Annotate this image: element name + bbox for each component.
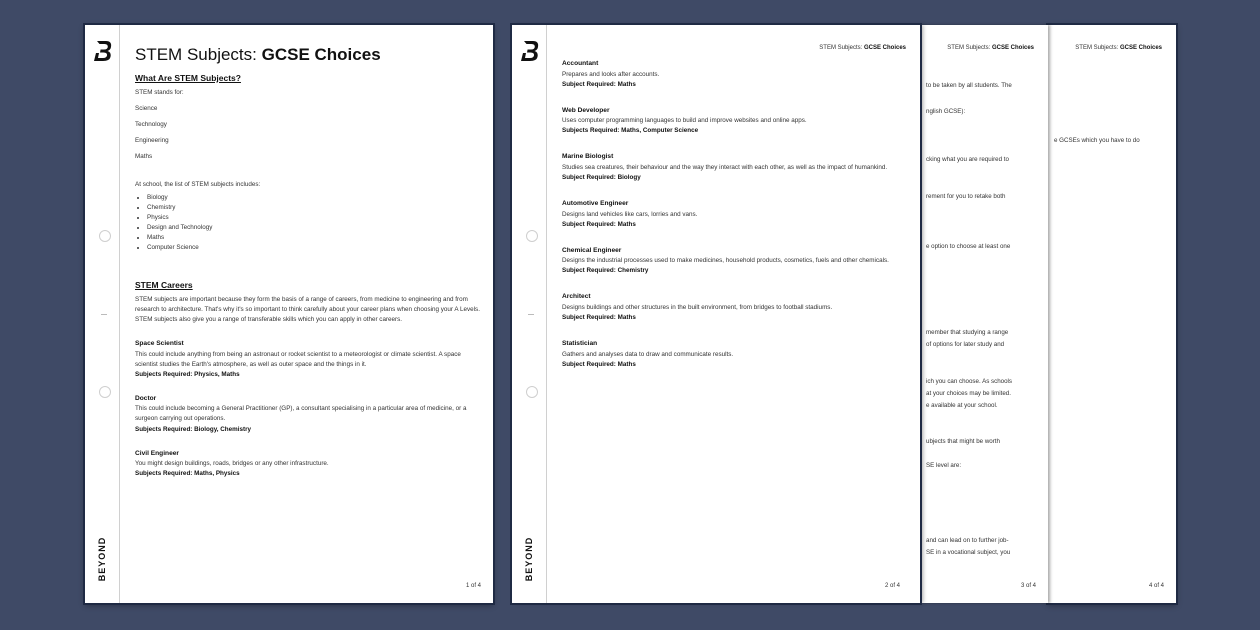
text-fragment: member that studying a range bbox=[926, 329, 1009, 336]
text-fragment: SE level are: bbox=[926, 462, 962, 469]
subjects-required: Subjects Required: Maths, Physics bbox=[135, 470, 240, 478]
text-fragment: cking what you are required to bbox=[926, 156, 1009, 163]
career-title: Web Developer bbox=[562, 106, 610, 114]
document-page-4 bbox=[1048, 25, 1176, 603]
text-fragment: e GCSEs which you have to do bbox=[1054, 137, 1140, 144]
career-title: Space Scientist bbox=[135, 340, 184, 348]
text-fragment: of options for later study and bbox=[926, 341, 1005, 348]
career-title: Doctor bbox=[135, 394, 157, 402]
page-title: STEM Subjects: GCSE Choices bbox=[135, 45, 381, 64]
list-item: • Design and Technology bbox=[147, 223, 481, 233]
beyond-logo-icon bbox=[93, 39, 113, 63]
paragraph: At school, the list of STEM subjects includes: bbox=[135, 180, 261, 188]
career-title: Architect bbox=[562, 293, 591, 301]
paragraph: STEM subjects are important because they form the basis of a range of careers, from medicine to engineering and from research to architecture. That's why it's so important to think carefully about your career plans when choosing your A Levels. STEM subjects also give you a range of transferable skills which you can apply in other careers. bbox=[135, 295, 480, 324]
page-header: STEM Subjects: GCSE Choices bbox=[947, 45, 1034, 51]
text-fragment: SE in a vocational subject, you bbox=[926, 549, 1011, 556]
subjects-required: Subject Required: Maths bbox=[562, 80, 636, 88]
text-fragment: rement for you to retake both bbox=[926, 193, 1006, 200]
text-fragment: and can lead on to further job- bbox=[926, 537, 1009, 544]
page1-content bbox=[135, 72, 481, 479]
career-title: Chemical Engineer bbox=[562, 246, 622, 254]
punch-hole bbox=[99, 386, 111, 398]
career-description: This could include becoming a General Practitioner (GP), a consultant specialising in a particular area of medicine, or a surgeon carrying out operations. bbox=[135, 405, 467, 423]
punch-hole bbox=[99, 230, 111, 242]
career-description: Designs land vehicles like cars, lorries and vans. bbox=[562, 210, 698, 218]
subjects-required: Subjects Required: Maths, Computer Science bbox=[562, 127, 699, 135]
career-description: Designs the industrial processes used to make medicines, household products, cosmetics, fuels and other chemicals. bbox=[562, 257, 889, 265]
career-description: You might design buildings, roads, bridges or any other infrastructure. bbox=[135, 460, 329, 468]
text-fragment: to be taken by all students. The bbox=[926, 82, 1012, 89]
stem-word: Technology bbox=[135, 120, 167, 128]
text-fragment: e available at your school. bbox=[926, 402, 998, 409]
fold-mark bbox=[101, 314, 107, 315]
career-title: Accountant bbox=[562, 60, 599, 67]
page-header: STEM Subjects: GCSE Choices bbox=[1075, 45, 1162, 51]
page-number: 2 of 4 bbox=[884, 583, 900, 589]
list-item: • Physics bbox=[147, 213, 481, 223]
subjects-required: Subject Required: Maths bbox=[562, 220, 636, 228]
list-item: • Chemistry bbox=[147, 203, 481, 213]
brand-label: BEYOND bbox=[524, 536, 534, 582]
list-item: • Biology bbox=[147, 193, 481, 203]
subject-list bbox=[135, 193, 481, 253]
stem-word: Maths bbox=[135, 152, 153, 160]
career-title: Automotive Engineer bbox=[562, 200, 629, 208]
career-description: Designs buildings and other structures in the built environment, from bridges to football stadiums. bbox=[562, 303, 833, 311]
document-page-1 bbox=[85, 25, 493, 603]
text-fragment: nglish GCSE): bbox=[926, 108, 966, 115]
career-description: Uses computer programming languages to build and improve websites and online apps. bbox=[562, 117, 807, 125]
subjects-required: Subject Required: Biology bbox=[562, 173, 641, 181]
document-page-2 bbox=[512, 25, 920, 603]
section-heading: STEM Careers bbox=[135, 280, 193, 291]
punch-hole bbox=[526, 230, 538, 242]
subjects-required: Subject Required: Maths bbox=[562, 313, 636, 321]
beyond-logo-icon bbox=[520, 39, 540, 63]
subjects-required: Subject Required: Chemistry bbox=[562, 267, 649, 275]
page-header: STEM Subjects: GCSE Choices bbox=[819, 45, 906, 51]
text-fragment: at your choices may be limited. bbox=[926, 390, 1011, 397]
career-description: This could include anything from being an astronaut or rocket scientist to a meteorologist or climate scientist. A space scientist studies the Earth's atmosphere, as well as outer space and the things in it. bbox=[135, 350, 461, 368]
career-description: Studies sea creatures, their behaviour and the way they interact with each other, as well as the impact of humankind. bbox=[562, 163, 888, 171]
page2-content bbox=[562, 59, 900, 370]
document-page-3 bbox=[920, 25, 1048, 603]
list-item: • Maths bbox=[147, 233, 481, 243]
career-description: Prepares and looks after accounts. bbox=[562, 70, 660, 78]
career-title: Statistician bbox=[562, 340, 598, 348]
subjects-required: Subjects Required: Biology, Chemistry bbox=[135, 425, 252, 433]
brand-label: BEYOND bbox=[97, 536, 107, 582]
stem-word: Science bbox=[135, 104, 158, 112]
career-title: Marine Biologist bbox=[562, 153, 614, 161]
subjects-required: Subjects Required: Physics, Maths bbox=[135, 370, 240, 378]
page-number: 3 of 4 bbox=[1020, 583, 1036, 589]
page-margin bbox=[512, 25, 547, 603]
page-number: 4 of 4 bbox=[1148, 583, 1164, 589]
page-margin bbox=[85, 25, 120, 603]
list-item: • Computer Science bbox=[147, 243, 481, 253]
stem-word: Engineering bbox=[135, 136, 169, 144]
punch-hole bbox=[526, 386, 538, 398]
paragraph: STEM stands for: bbox=[135, 88, 184, 96]
section-heading: What Are STEM Subjects? bbox=[135, 73, 241, 83]
text-fragment: ubjects that might be worth bbox=[926, 438, 1000, 445]
subjects-required: Subject Required: Maths bbox=[562, 360, 636, 368]
career-description: Gathers and analyses data to draw and communicate results. bbox=[562, 350, 734, 358]
career-title: Civil Engineer bbox=[135, 449, 179, 457]
fold-mark bbox=[528, 314, 534, 315]
text-fragment: ich you can choose. As schools bbox=[926, 378, 1012, 385]
text-fragment: e option to choose at least one bbox=[926, 243, 1011, 250]
page-number: 1 of 4 bbox=[465, 583, 481, 589]
